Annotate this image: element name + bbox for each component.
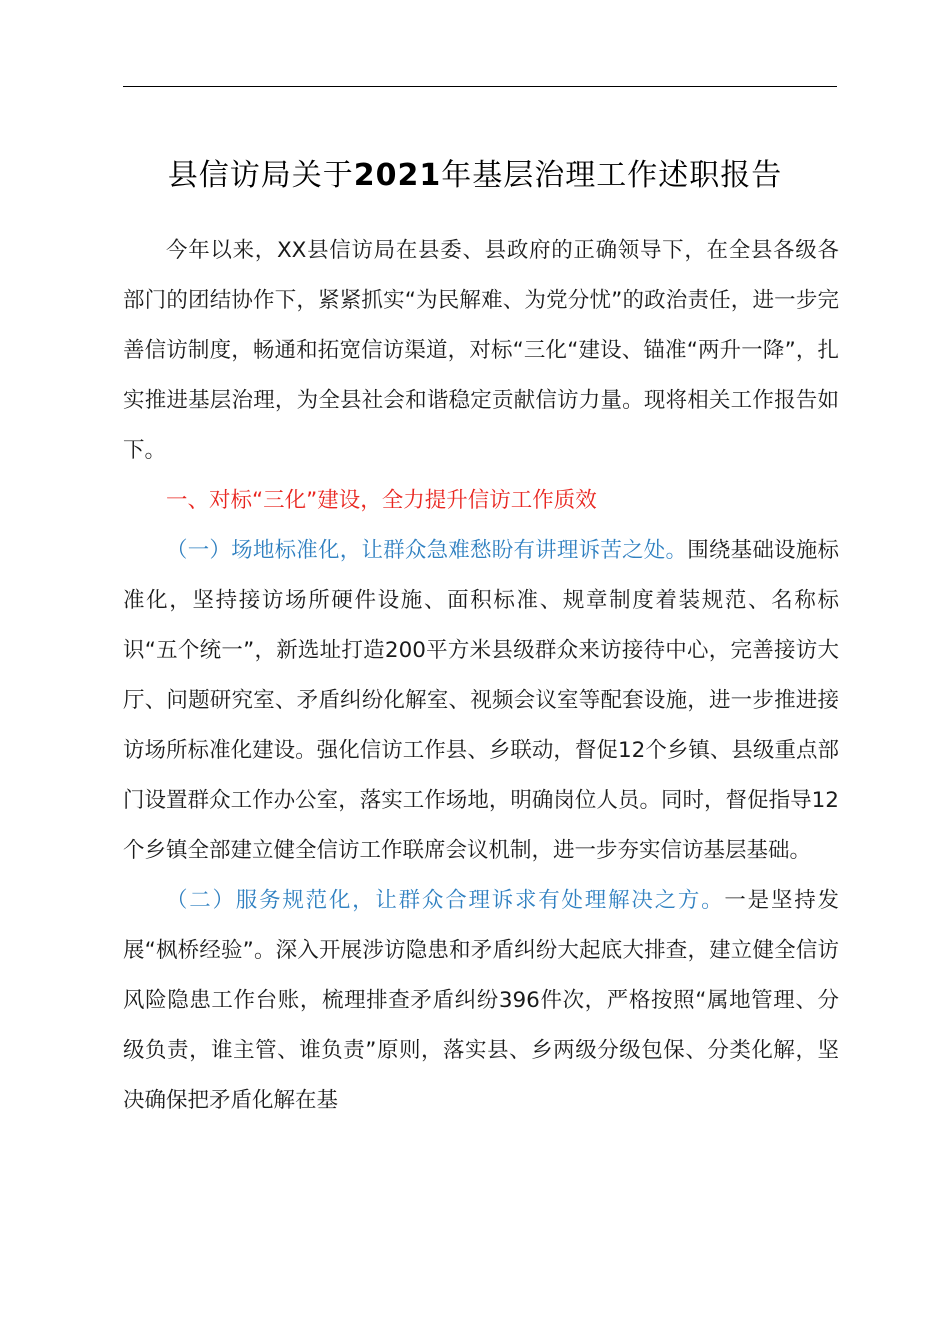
subsection-heading-1: （一）场地标准化，让群众急难愁盼有讲理诉苦之处。 bbox=[166, 538, 688, 563]
subsection-1-body: 围绕基础设施标准化，坚持接访场所硬件设施、面积标准、规章制度着装规范、名称标识“五个统一”，新选址打造200平方米县级群众来访接待中心，完善接访大厅、问题研究室、矛盾纠纷化解室、视频会议室等配套设施，进一步推进接访场所标准化建设。强化信访工作县、乡联动，督促12个乡镇、县级重点部门设置群众工作办公室，落实工作场地，明确岗位人员。同时，督促指导12个乡镇全部建立健全信访工作联席会议机制，进一步夯实信访基层基础。 bbox=[123, 538, 839, 863]
title-suffix: 年基层治理工作述职报告 bbox=[441, 158, 783, 193]
subsection-1-paragraph bbox=[123, 526, 839, 876]
subsection-2-paragraph bbox=[123, 876, 839, 1126]
subsection-2-body: 一是坚持发展“枫桥经验”。深入开展涉访隐患和矛盾纠纷大起底大排查，建立健全信访风险隐患工作台账，梳理排查矛盾纠纷396件次，严格按照“属地管理、分级负责，谁主管、谁负责”原则，落实县、乡两级分级包保、分类化解，坚决确保把矛盾化解在基 bbox=[123, 888, 839, 1113]
document-title bbox=[0, 150, 950, 194]
title-year: 2021 bbox=[353, 158, 442, 193]
header-rule bbox=[123, 86, 837, 87]
section-heading-1: 一、对标“三化”建设，全力提升信访工作质效 bbox=[166, 488, 597, 513]
intro-paragraph: 今年以来，XX县信访局在县委、县政府的正确领导下，在全县各级各部门的团结协作下，紧紧抓实“为民解难、为党分忧”的政治责任，进一步完善信访制度，畅通和拓宽信访渠道，对标“三化“建设、锚准“两升一降”，扎实推进基层治理，为全县社会和谐稳定贡献信访力量。现将相关工作报告如下。 bbox=[123, 238, 839, 463]
title-prefix: 县信访局关于 bbox=[167, 158, 354, 193]
document-body bbox=[123, 226, 839, 1126]
subsection-heading-2: （二）服务规范化，让群众合理诉求有处理解决之方。 bbox=[166, 888, 725, 913]
